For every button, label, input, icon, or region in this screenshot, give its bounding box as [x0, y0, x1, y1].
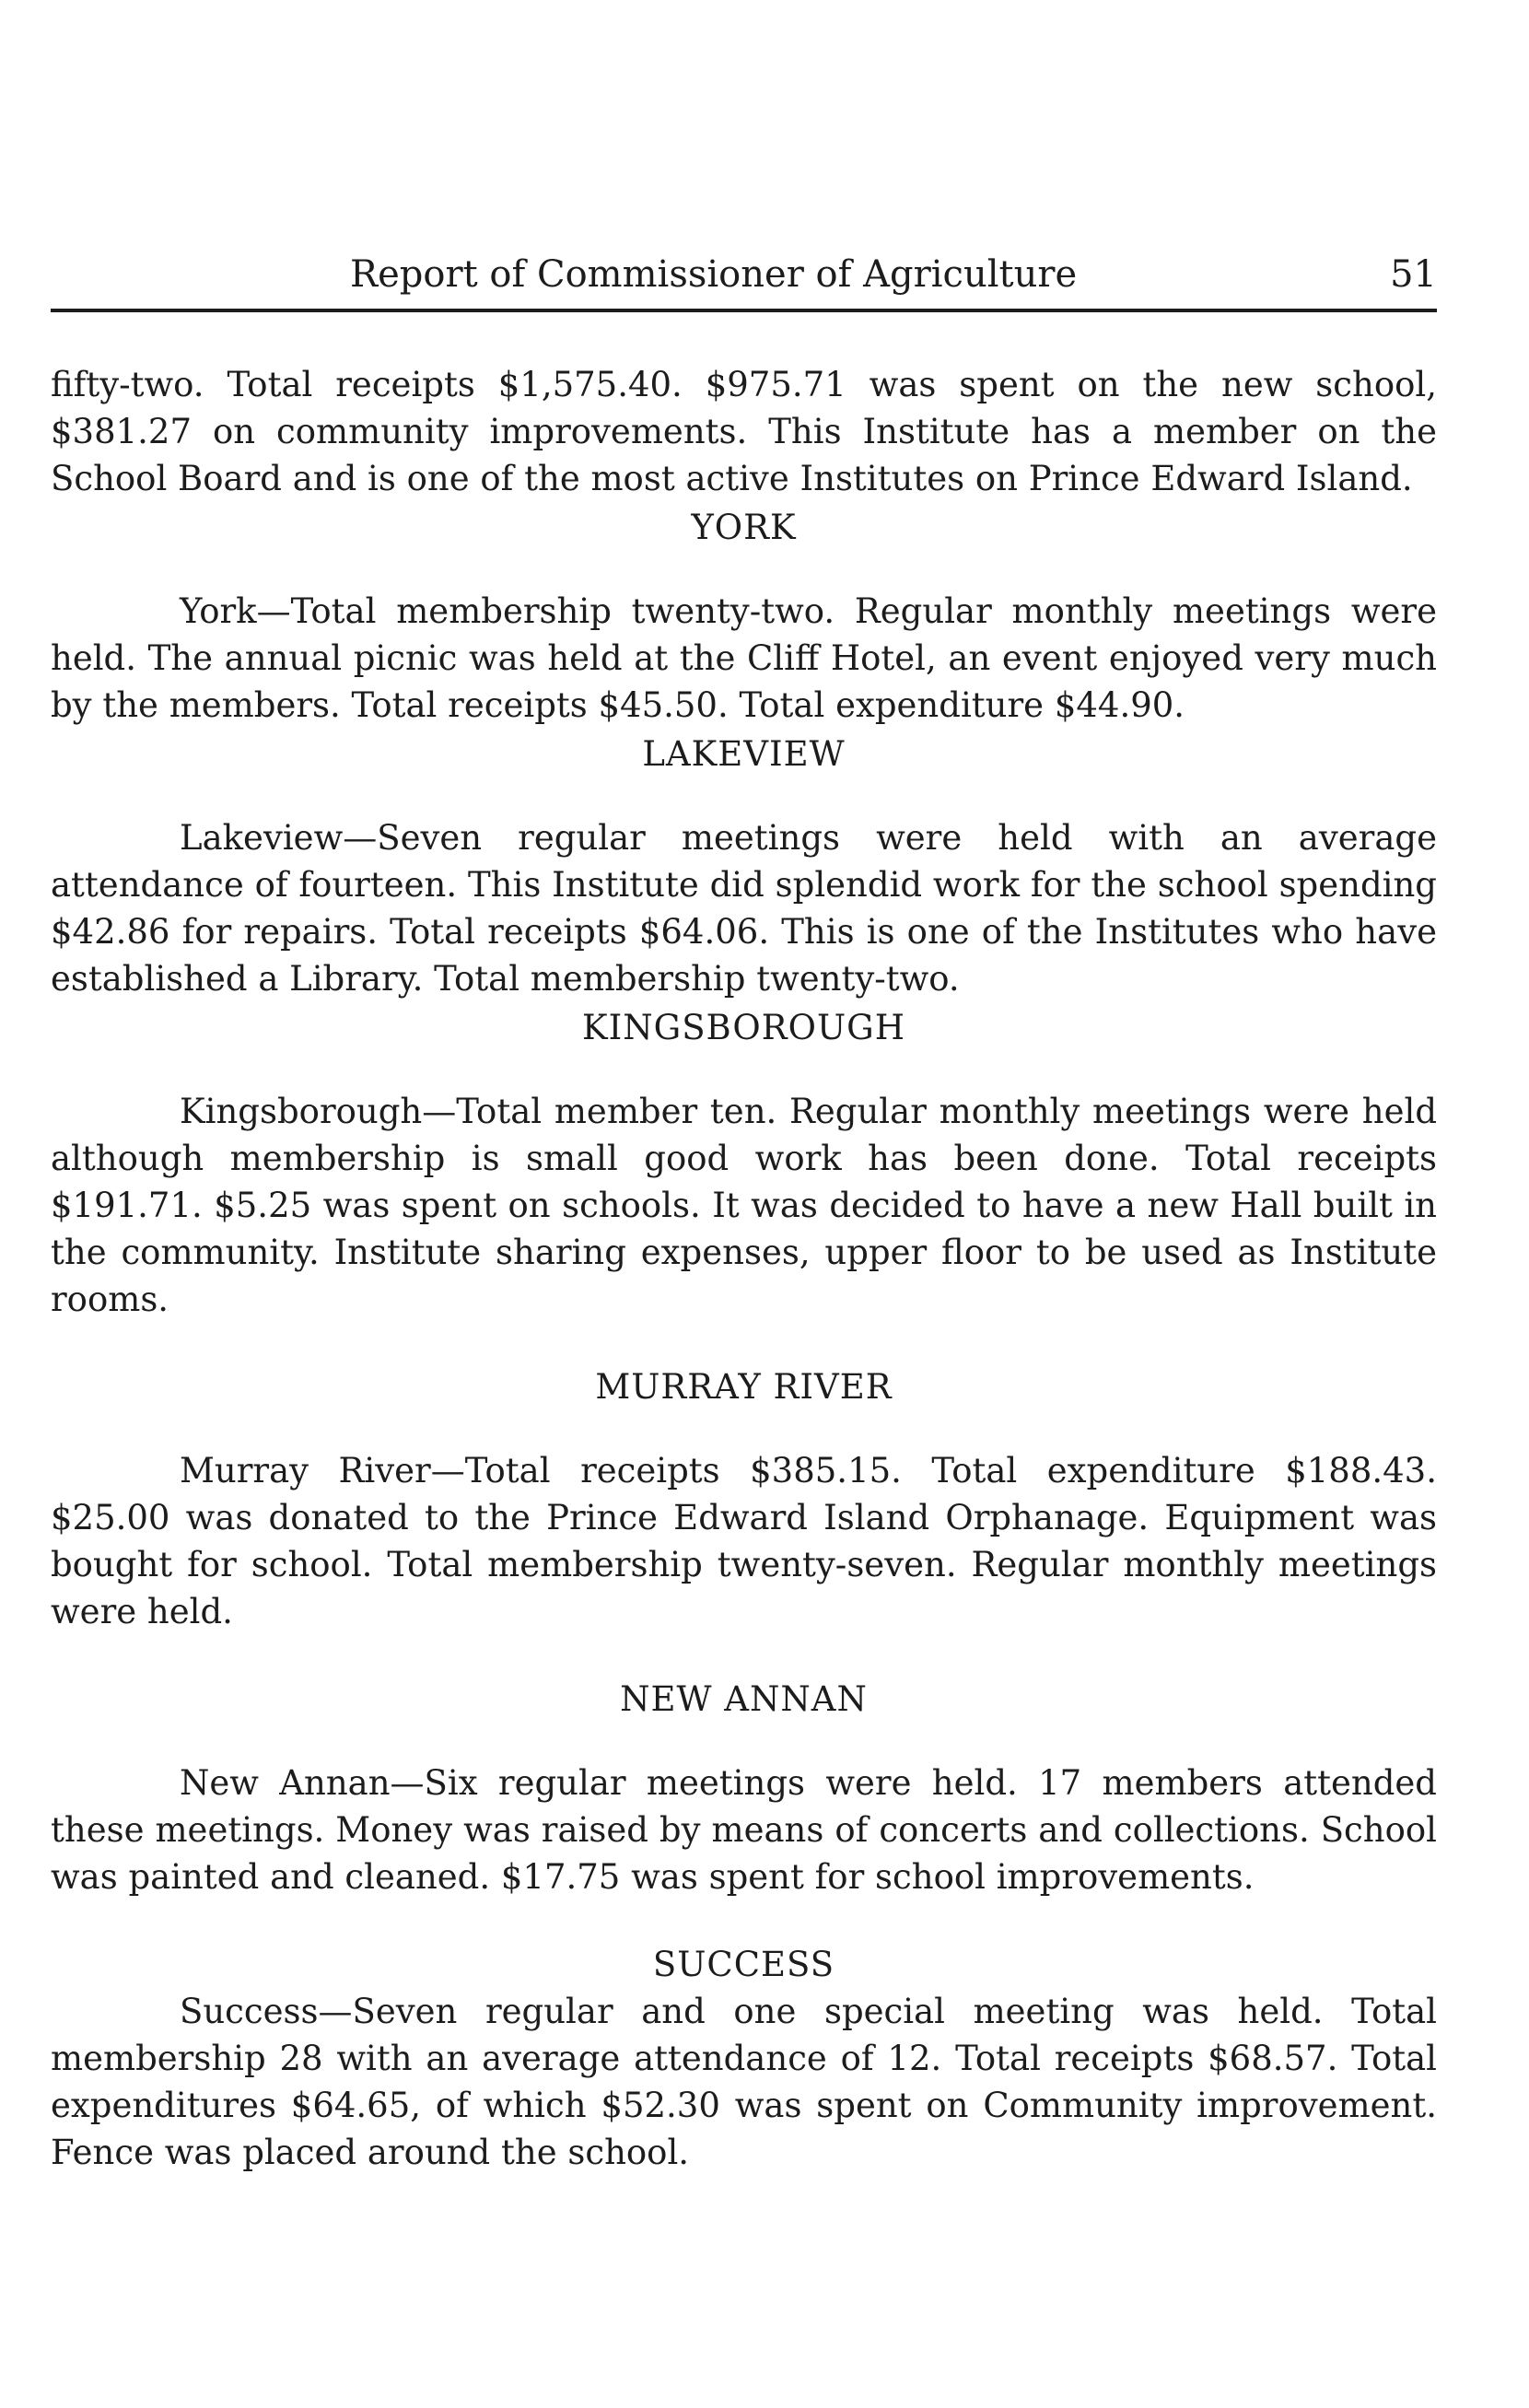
page-header — [51, 247, 1437, 302]
section-heading-murray-river: MURRAY RIVER — [595, 1367, 893, 1407]
document-body — [51, 361, 1437, 2176]
section-text-kingsborough: Kingsborough—Total member ten. Regular monthly meetings were held although membership is small good work has been done. Total receipts $191.71. $5.25 was spent on schools. It was decided to have a new Hall built in the community. Institute sharing expenses, upper floor to be used as Institute rooms. — [51, 1092, 1437, 1319]
section-heading-lakeview: LAKEVIEW — [642, 734, 846, 774]
section-heading-new-annan: NEW ANNAN — [620, 1679, 868, 1719]
running-title: Report of Commissioner of Agriculture — [350, 253, 1078, 296]
section-text-lakeview: Lakeview—Seven regular meetings were held with an average attendance of fourteen. This Institute did splendid work for the school spending $42.86 for repairs. Total receipts $64.06. This is one of the Institutes who have established a Library. Total membership twenty-two. — [51, 818, 1437, 999]
section-heading-kingsborough: KINGSBOROUGH — [582, 1008, 905, 1047]
section-heading-success: SUCCESS — [652, 1945, 835, 1984]
section-text-new-annan: New Annan—Six regular meetings were held. 17 members attended these meetings. Money was raised by means of concerts and collections. School was painted and cleaned. $17.75 was spent for school improvements. — [51, 1763, 1437, 1897]
section-heading-york: YORK — [691, 508, 797, 547]
page-number: 51 — [1390, 253, 1437, 296]
section-text-success: Success—Seven regular and one special meeting was held. Total membership 28 with an average attendance of 12. Total receipts $68.57. Total expenditures $64.65, of which $52.30 was spent on Community improvement. Fence was placed around the school. — [51, 1992, 1437, 2172]
intro-paragraph: fifty-two. Total receipts $1,575.40. $975.71 was spent on the new school, $381.27 on community improvements. This Institute has a member on the School Board and is one of the most active Institutes on Prince Edward Island. — [51, 365, 1437, 498]
section-text-york: York—Total membership twenty-two. Regular monthly meetings were held. The annual picnic was held at the Cliff Hotel, an event enjoyed very much by the members. Total receipts $45.50. Total expenditure $44.90. — [51, 591, 1437, 725]
section-text-murray-river: Murray River—Total receipts $385.15. Total expenditure $188.43. $25.00 was donated to the Prince Edward Island Orphanage. Equipment was bought for school. Total membership twenty-seven. Regular monthly meetings were held. — [51, 1451, 1437, 1631]
header-rule — [51, 309, 1437, 312]
